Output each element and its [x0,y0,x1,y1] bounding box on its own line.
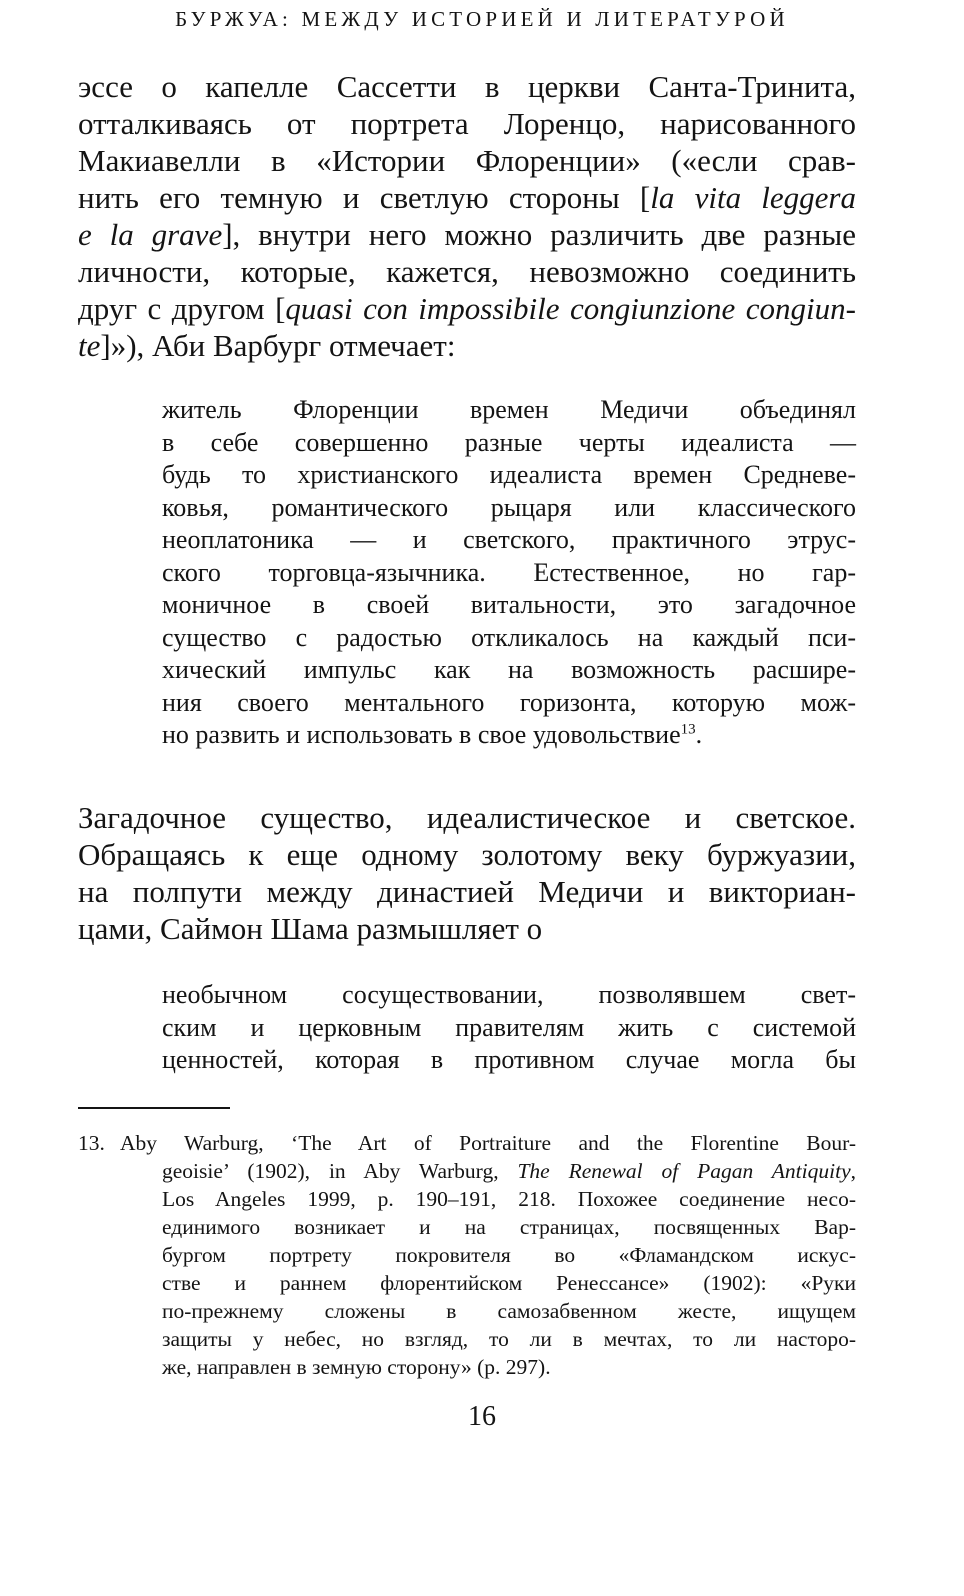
text-segment: нить его темную и светлую стороны [ [78,180,651,215]
quote-line: неоплатоника — и светского, практичного этрус- [162,525,856,554]
text-line [78,327,856,364]
footnote-line: Los Angeles 1999, p. 190–191, 218. Похожее соединение несо- [162,1187,856,1211]
text-line: личности, которые, кажется, невозможно соединить [78,254,856,289]
footnote-line: же, направлен в земную сторону» (p. 297). [162,1355,551,1379]
text-segment: друг с другом [ [78,291,286,326]
body-paragraph-1 [78,68,856,364]
body-paragraph-2 [78,799,856,947]
italic-quote: te [78,328,101,363]
text-segment: ]»), Аби Варбург отмечает: [100,328,456,363]
text-segment: geoisie’ (1902), in Aby Warburg, [162,1159,518,1183]
footnote-separator [78,1107,230,1109]
quote-line: житель Флоренции времен Медичи объединял [162,395,856,424]
italic-quote: la vita leggera [650,180,856,215]
text-segment: . [695,720,703,749]
quote-line: ковья, романтического рыцаря или классического [162,492,856,522]
italic-quote: quasi con impossibile congiunzione congiun- [285,291,856,326]
text-line: отталкиваясь от портрета Лоренцо, нарисованного [78,106,856,141]
quote-line: ского торговца-язычника. Естественное, но гар- [162,557,856,587]
page-number: 16 [468,1401,496,1432]
text-line [78,290,856,327]
block-quote-1 [162,394,856,752]
footnote-line: по-прежнему сложены в самозабвенном жесте, ищущем [162,1299,856,1323]
quote-line: в себе совершенно разные черты идеалиста — [162,427,856,457]
quote-line: ния своего ментального горизонта, которую мож- [162,687,856,717]
footnote-line [78,1157,856,1185]
quote-line: ским и церковным правителям жить с системой [162,1012,856,1042]
quote-line [162,719,856,752]
text-segment: ], внутри него можно различить две разные [222,217,856,252]
text-line: на полпути между династией Медичи и викториан- [78,874,856,909]
quote-line: моничное в своей витальности, это загадочное [162,590,856,619]
footnote-line: единимого возникает и на страницах, посвященных Вар- [162,1215,856,1239]
italic-quote: e la grave [78,217,223,252]
text-line: цами, Саймон Шама размышляет о [78,911,543,946]
footnote-number: 13. [78,1131,105,1155]
quote-line: ценностей, которая в противном случае могла бы [162,1045,856,1074]
text-segment: , [850,1159,856,1183]
footnote-reference[interactable]: 13 [680,721,696,738]
quote-line: существо с радостью откликалось на каждый пси- [162,622,856,652]
footnote-line: Aby Warburg, ‘The Art of Portraiture and the Florentine Bour- [120,1131,856,1155]
text-segment: но развить и использовать в свое удовольствие [162,720,681,749]
text-line: Загадочное существо, идеалистическое и светское. [78,800,856,835]
text-line: Макиавелли в «Истории Флоренции» («если срав- [78,143,856,178]
text-line: эссе о капелле Сассетти в церкви Санта-Тринита, [78,69,856,104]
footnote-line: защиты у небес, но взгляд, то ли в мечтах, то ли насторо- [162,1327,856,1351]
text-line [78,216,856,253]
footnote-line: стве и раннем флорентийском Ренессансе» (1902): «Руки [162,1271,856,1295]
text-line [78,179,856,216]
running-head: БУРЖУА: МЕЖДУ ИСТОРИЕЙ И ЛИТЕРАТУРОЙ [175,7,789,31]
quote-line: необычном сосуществовании, позволявшем свет- [162,980,856,1009]
quote-line: хический импульс как на возможность расшире- [162,655,856,684]
text-line: Обращаясь к еще одному золотому веку буржуазии, [78,837,856,872]
footnote-line: бургом портрету покровителя во «Фламандском искус- [162,1243,856,1267]
quote-line: будь то христианского идеалиста времен Средневе- [162,460,856,489]
footnote-text [78,1129,856,1381]
book-title: The Renewal of Pagan Antiquity [517,1159,851,1183]
block-quote-2 [162,979,856,1077]
